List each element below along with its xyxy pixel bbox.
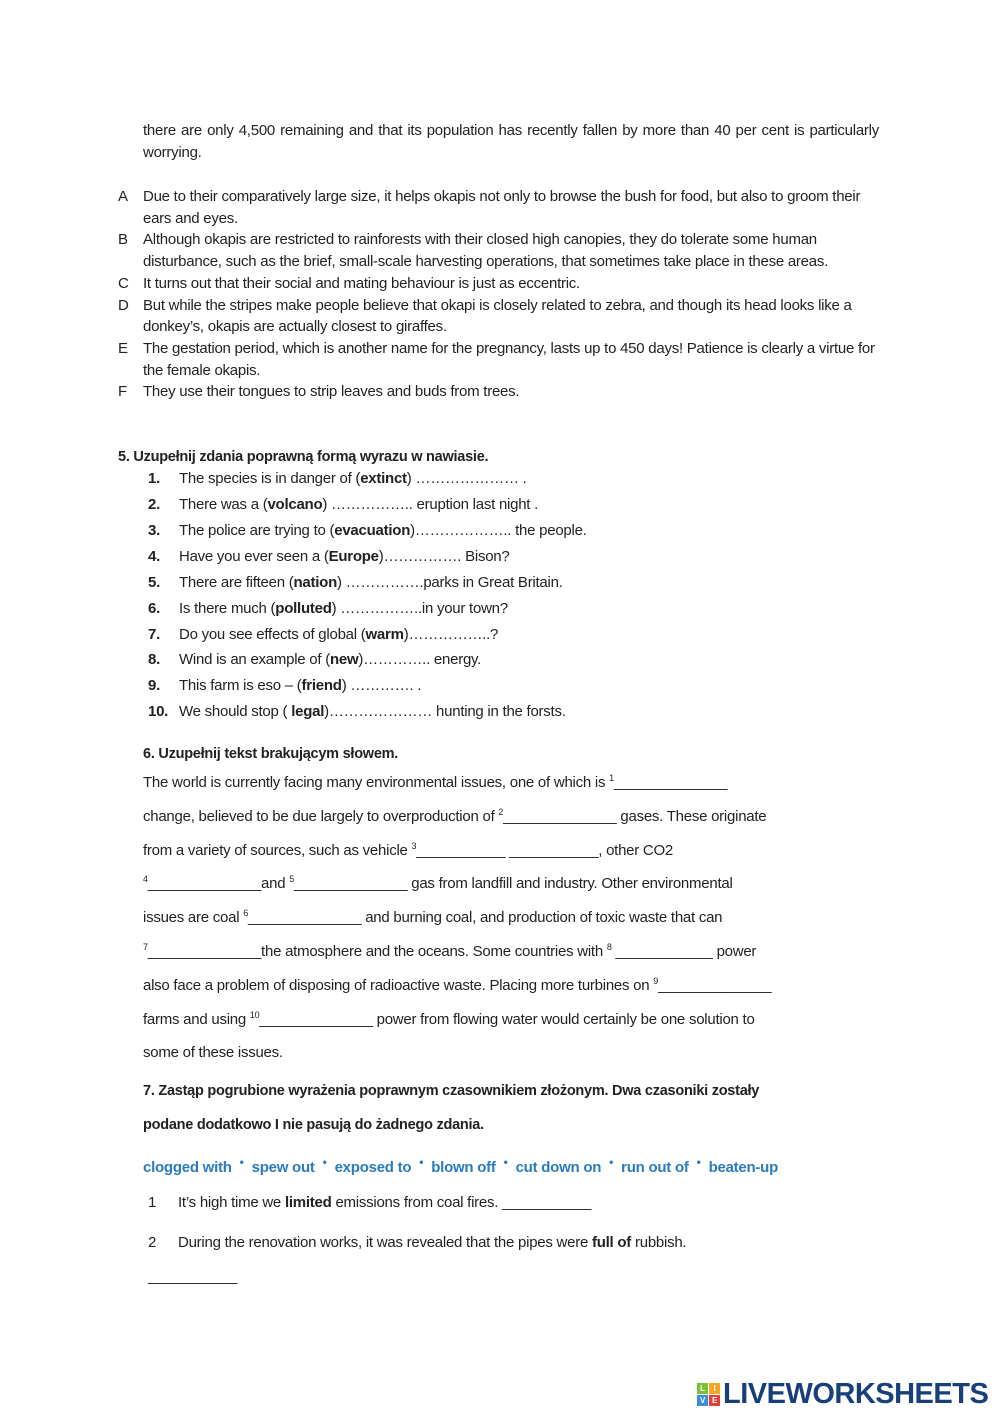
exercise-5-heading: 5. Uzupełnij zdania poprawną formą wyrazu w nawiasie. bbox=[118, 449, 489, 465]
word-bank-item: cut down on bbox=[515, 1159, 602, 1176]
bullet-separator: • bbox=[239, 1155, 244, 1169]
sentence-text: During the renovation works, it was revealed that the pipes were bbox=[178, 1234, 592, 1251]
option-text: They use their tongues to strip leaves and buds from trees. bbox=[143, 383, 520, 401]
sentence-item bbox=[148, 677, 421, 694]
sentence-text-blank[interactable]: )………….. energy. bbox=[358, 651, 482, 668]
gap-text-line bbox=[143, 1011, 755, 1028]
item-number: 3. bbox=[148, 522, 161, 539]
option-text: Although okapis are restricted to rainforests with their closed high canopies, they do tolerate some human disturbance, such as the brief, small-scale harvesting operations, that sometimes take place in these areas. bbox=[143, 231, 829, 271]
item-number: 10. bbox=[148, 703, 169, 720]
gap-text-line bbox=[143, 1044, 283, 1061]
sentence-item bbox=[148, 703, 566, 720]
option-letter: B bbox=[118, 231, 128, 249]
item-number: 7. bbox=[148, 626, 161, 643]
exercise-6-heading: 6. Uzupełnij tekst brakującym słowem. bbox=[143, 746, 399, 762]
sentence-item bbox=[148, 548, 509, 565]
exercise-7-heading-line-2: podane dodatkowo I nie pasują do żadnego zdania. bbox=[143, 1117, 484, 1133]
word-bank-item: run out of bbox=[621, 1159, 689, 1176]
item-number: 4. bbox=[148, 548, 161, 565]
sentence-item bbox=[148, 651, 481, 668]
sentence-item bbox=[148, 600, 508, 617]
sentence-item bbox=[148, 496, 538, 513]
item-number: 2 bbox=[148, 1234, 157, 1251]
word-bank-item: clogged with bbox=[143, 1159, 232, 1176]
bold-phrase: limited bbox=[284, 1194, 332, 1211]
bullet-separator: • bbox=[696, 1155, 701, 1169]
option-b bbox=[118, 229, 880, 272]
logo-icon bbox=[697, 1383, 720, 1406]
gap-text-line bbox=[143, 909, 722, 926]
option-e bbox=[118, 338, 880, 381]
word-bank-item: exposed to bbox=[334, 1159, 412, 1176]
sentence-text-blank[interactable]: ) …………. . bbox=[341, 677, 422, 694]
bullet-separator: • bbox=[419, 1155, 424, 1169]
base-word: warm bbox=[365, 626, 404, 643]
gap-number: 1 bbox=[609, 773, 614, 783]
gap-text: some of these issues. bbox=[143, 1044, 283, 1062]
gap-text: also face a problem of disposing of radioactive waste. Placing more turbines on bbox=[143, 976, 654, 994]
item-number: 2. bbox=[148, 496, 161, 513]
liveworksheets-logo bbox=[697, 1378, 988, 1411]
base-word: new bbox=[329, 651, 359, 668]
option-text: The gestation period, which is another name for the pregnancy, lasts up to 450 days! Patience is clearly a virtue for the female okapis. bbox=[143, 339, 875, 379]
sentence-text-blank[interactable]: ) …………….parks in Great Britain. bbox=[336, 574, 563, 591]
intro-paragraph: there are only 4,500 remaining and that its population has recently fallen by more than 40 per cent is particularly worrying. bbox=[143, 122, 879, 161]
sentence-text-blank[interactable]: )……………….. the people. bbox=[410, 522, 587, 539]
bullet-separator: • bbox=[503, 1155, 508, 1169]
gap-number: 8 bbox=[606, 942, 612, 952]
option-letter: F bbox=[118, 383, 127, 401]
gap-text-line bbox=[143, 808, 766, 825]
sentence-text-blank[interactable]: ) ……………..in your town? bbox=[331, 600, 508, 617]
gap-number: 10 bbox=[249, 1009, 260, 1020]
gap-number: 2 bbox=[498, 806, 504, 817]
word-bank bbox=[143, 1155, 778, 1176]
gap-text[interactable]: ______________ bbox=[613, 774, 728, 791]
gap-text[interactable]: ______________ bbox=[658, 976, 772, 994]
gap-number: 5 bbox=[289, 874, 295, 885]
option-letter: D bbox=[118, 296, 129, 314]
word-bank-item: blown off bbox=[431, 1159, 496, 1176]
gap-text[interactable]: ______________ and burning coal, and production of toxic waste that can bbox=[247, 909, 723, 927]
answer-blank[interactable]: ___________ bbox=[148, 1268, 238, 1285]
sentence-text: The species is in danger of ( bbox=[179, 470, 361, 487]
gap-number: 7 bbox=[143, 942, 148, 952]
item-number: 5. bbox=[148, 574, 161, 591]
gap-text[interactable]: ______________ gas from landfill and industry. Other environmental bbox=[294, 875, 733, 893]
gap-number: 4 bbox=[143, 874, 148, 885]
gap-text-line bbox=[143, 774, 727, 791]
sentence-item bbox=[148, 470, 527, 487]
option-c bbox=[118, 273, 880, 295]
sentence-text: The police are trying to ( bbox=[179, 522, 335, 539]
sentence-text-blank[interactable]: )………………… hunting in the forsts. bbox=[324, 703, 566, 720]
sentence-text: rubbish. bbox=[631, 1234, 687, 1251]
sentence-text: There are fifteen ( bbox=[179, 574, 294, 591]
item-number: 1 bbox=[148, 1194, 157, 1211]
sentence-text-blank[interactable]: ) ………………… . bbox=[406, 470, 527, 487]
sentence-text: Have you ever seen a ( bbox=[179, 548, 329, 565]
sentence-text: There was a ( bbox=[179, 496, 268, 513]
gap-text[interactable]: ______________ gases. These originate bbox=[503, 807, 767, 825]
gap-text[interactable]: ______________ power from flowing water would certainly be one solution to bbox=[259, 1010, 755, 1028]
sentence-item bbox=[148, 1194, 591, 1211]
sentence-text: emissions from coal fires. ___________ bbox=[331, 1194, 592, 1211]
base-word: friend bbox=[301, 677, 342, 694]
gap-text[interactable]: ____________ power bbox=[611, 943, 757, 960]
option-a bbox=[118, 186, 880, 229]
exercise-7-heading-line-1: 7. Zastąp pogrubione wyrażenia poprawnym czasownikiem złożonym. Dwa czasoniki zostały bbox=[143, 1083, 760, 1099]
option-text: Due to their comparatively large size, it helps okapis not only to browse the bush for food, but also to groom their ears and eyes. bbox=[143, 188, 861, 227]
gap-text: The world is currently facing many environmental issues, one of which is bbox=[143, 774, 610, 791]
option-letter: A bbox=[118, 188, 128, 205]
logo-text: LIVEWORKSHEETS bbox=[723, 1378, 989, 1410]
word-bank-item: beaten-up bbox=[708, 1159, 778, 1176]
gap-number: 9 bbox=[653, 975, 659, 986]
option-letter: E bbox=[118, 339, 128, 357]
base-word: legal bbox=[291, 703, 325, 720]
gap-text: issues are coal bbox=[143, 909, 244, 927]
item-number: 9. bbox=[148, 677, 161, 694]
gap-text: change, believed to be due largely to overproduction of bbox=[143, 807, 499, 825]
base-word: evacuation bbox=[334, 522, 411, 539]
bullet-separator: • bbox=[609, 1155, 614, 1169]
item-number: 6. bbox=[148, 600, 161, 617]
base-word: volcano bbox=[267, 496, 323, 513]
gap-text-line bbox=[143, 842, 673, 859]
sentence-item bbox=[148, 626, 498, 643]
sentence-text: It’s high time we bbox=[178, 1194, 285, 1211]
gap-text-line bbox=[143, 977, 771, 994]
option-d bbox=[118, 295, 880, 338]
sentence-text-blank[interactable]: ) …………….. eruption last night . bbox=[322, 496, 539, 513]
answer-options bbox=[118, 186, 880, 403]
logo-square: I bbox=[709, 1383, 720, 1394]
gap-text[interactable]: ______________the atmosphere and the oceans. Some countries with bbox=[147, 943, 607, 960]
gap-text[interactable]: ______________and bbox=[147, 875, 290, 893]
logo-square: V bbox=[697, 1395, 708, 1406]
option-text: But while the stripes make people believe that okapi is closely related to zebra, and though its head looks like a donkey’s, okapis are actually closest to giraffes. bbox=[143, 296, 852, 336]
sentence-text: Do you see effects of global ( bbox=[179, 626, 366, 643]
sentence-text: Wind is an example of ( bbox=[179, 651, 330, 668]
base-word: extinct bbox=[360, 470, 407, 487]
item-number: 8. bbox=[148, 651, 161, 668]
option-f bbox=[118, 381, 880, 403]
gap-text: farms and using bbox=[143, 1010, 250, 1028]
sentence-text-blank[interactable]: )……………..? bbox=[403, 626, 499, 643]
sentence-text: We should stop ( bbox=[179, 703, 292, 720]
gap-text-line bbox=[143, 943, 756, 960]
gap-text-line bbox=[143, 875, 733, 892]
option-text: It turns out that their social and mating behaviour is just as eccentric. bbox=[143, 274, 580, 292]
sentence-item bbox=[148, 574, 563, 591]
gap-number: 6 bbox=[243, 908, 248, 919]
base-word: nation bbox=[293, 574, 337, 591]
sentence-text: This farm is eso – ( bbox=[179, 677, 302, 694]
base-word: polluted bbox=[275, 600, 332, 617]
base-word: Europe bbox=[328, 548, 379, 565]
word-bank-item: spew out bbox=[251, 1159, 315, 1176]
logo-square: E bbox=[709, 1395, 720, 1406]
bold-phrase: full of bbox=[591, 1234, 632, 1251]
sentence-text: Is there much ( bbox=[179, 600, 276, 617]
gap-number: 3 bbox=[411, 840, 417, 851]
item-number: 1. bbox=[148, 470, 161, 487]
sentence-text-blank[interactable]: )……………. Bison? bbox=[378, 548, 510, 565]
gap-text[interactable]: ___________ ___________, other CO2 bbox=[416, 841, 674, 859]
sentence-item bbox=[148, 522, 587, 539]
gap-text: from a variety of sources, such as vehicle bbox=[143, 841, 412, 859]
sentence-item bbox=[148, 1234, 686, 1251]
logo-square: L bbox=[697, 1383, 708, 1394]
bullet-separator: • bbox=[322, 1155, 327, 1169]
option-letter: C bbox=[118, 274, 129, 292]
